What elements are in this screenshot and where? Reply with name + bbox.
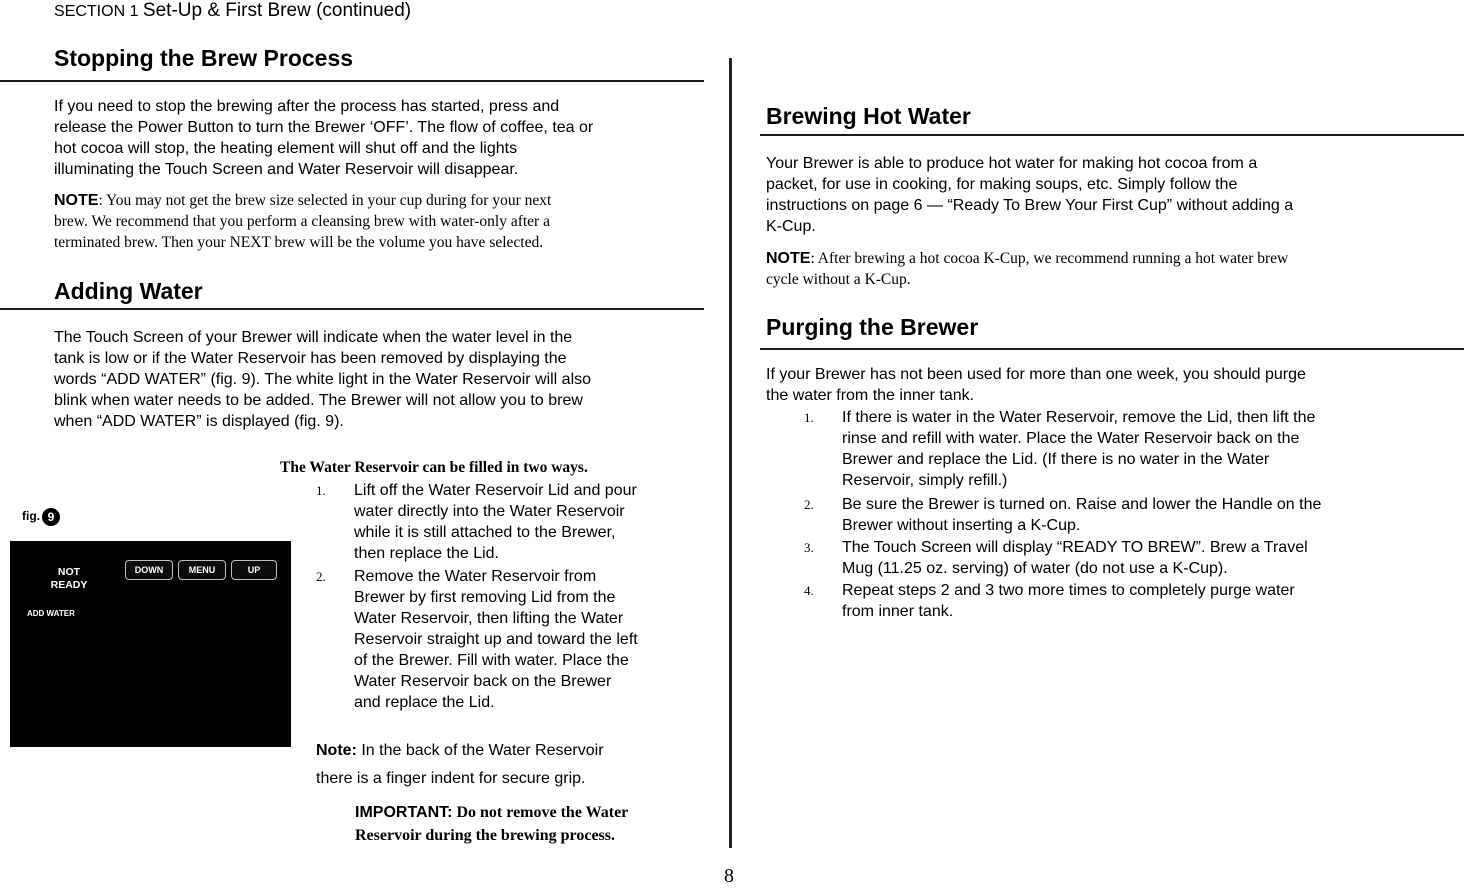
list-number: 3. — [804, 540, 814, 555]
text-line: instructions on page 6 — “Ready To Brew Your First Cup” without adding a — [766, 197, 1294, 214]
page-number: 8 — [724, 865, 734, 887]
text-line: release the Power Button to turn the Brewer ‘OFF’. The flow of coffee, tea or — [54, 119, 594, 136]
status-text — [10, 566, 128, 592]
text-line: and replace the Lid. — [354, 694, 495, 711]
note-text: terminated brew. Then your NEXT brew will be the volume you have selected. — [54, 234, 544, 251]
text-line: hot cocoa will stop, the heating element will shut off and the lights — [54, 140, 518, 157]
note-text: : After brewing a hot cocoa K-Cup, we recommend running a hot water brew — [810, 250, 1289, 267]
text-line: Remove the Water Reservoir from — [354, 568, 597, 585]
section-title: Set-Up & First Brew (continued) — [142, 0, 412, 21]
text-line: tank is low or if the Water Reservoir has been removed by displaying the — [54, 350, 567, 367]
purging-paragraph — [766, 364, 1306, 406]
important-label: IMPORTANT: — [355, 804, 453, 821]
note-label: NOTE — [766, 250, 811, 267]
divider — [0, 80, 704, 82]
section-header — [54, 0, 411, 22]
list-number: 1. — [804, 410, 814, 425]
text-line: Brewer and replace the Lid. (If there is no water in the Water — [842, 451, 1270, 468]
note-label: Note: — [316, 742, 357, 759]
note-label: NOTE — [54, 192, 99, 209]
text-line: If your Brewer has not been used for more than one week, you should purge — [766, 366, 1306, 383]
text-line: words “ADD WATER” (fig. 9). The white light in the Water Reservoir will also — [54, 371, 592, 388]
important-note — [355, 801, 628, 847]
divider — [760, 134, 1464, 136]
text-line: illuminating the Touch Screen and Water Reservoir will disappear. — [54, 161, 519, 178]
section-number: SECTION 1 — [54, 3, 139, 20]
figure-label — [22, 508, 60, 526]
note-text: In the back of the Water Reservoir — [356, 742, 604, 759]
text-line: If there is water in the Water Reservoir, remove the Lid, then lift the — [842, 409, 1316, 426]
heading-adding-water: Adding Water — [54, 278, 203, 304]
stopping-note — [54, 190, 551, 253]
list-number: 2. — [316, 569, 326, 584]
text-line: Mug (11.25 oz. serving) of water (do not use a K-Cup). — [842, 560, 1228, 577]
text-line: Reservoir, simply refill.) — [842, 472, 1008, 489]
important-text: Do not remove the Water — [452, 804, 629, 821]
text-line: The Touch Screen will display “READY TO BREW”. Brew a Travel — [842, 539, 1308, 556]
down-button[interactable]: DOWN — [125, 560, 173, 580]
text-line: water directly into the Water Reservoir — [354, 503, 625, 520]
text-line: The Touch Screen of your Brewer will indicate when the water level in the — [54, 329, 573, 346]
text-line: If you need to stop the brewing after the process has started, press and — [54, 98, 560, 115]
text-line: Water Reservoir back on the Brewer — [354, 673, 612, 690]
hot-water-note — [766, 248, 1288, 290]
hot-water-paragraph — [766, 153, 1293, 237]
divider — [760, 348, 1464, 350]
text-line: blink when water needs to be added. The Brewer will not allow you to brew — [54, 392, 583, 409]
figure-number-badge: 9 — [42, 508, 60, 526]
text-line: when “ADD WATER” is displayed (fig. 9). — [54, 413, 344, 430]
heading-brewing-hot-water: Brewing Hot Water — [766, 103, 971, 129]
list-number: 1. — [316, 483, 326, 498]
add-water-message: ADD WATER — [27, 609, 75, 618]
text-line: Water Reservoir, then lifting the Water — [354, 610, 624, 627]
text-line: Your Brewer is able to produce hot water for making hot cocoa from a — [766, 155, 1258, 172]
touch-screen-illustration — [10, 541, 291, 747]
list-number: 4. — [804, 583, 814, 598]
text-line: then replace the Lid. — [354, 545, 499, 562]
text-line: Be sure the Brewer is turned on. Raise and lower the Handle on the — [842, 496, 1322, 513]
note-text: brew. We recommend that you perform a cleansing brew with water-only after a — [54, 213, 550, 230]
text-line: of the Brewer. Fill with water. Place the — [354, 652, 629, 669]
note-text: cycle without a K-Cup. — [766, 271, 911, 288]
list-number: 2. — [804, 497, 814, 512]
text-line: rinse and refill with water. Place the Water Reservoir back on the — [842, 430, 1300, 447]
important-text: Reservoir during the brewing process. — [355, 827, 615, 844]
note-text: there is a finger indent for secure grip. — [316, 770, 586, 787]
text-line: Repeat steps 2 and 3 two more times to completely purge water — [842, 582, 1295, 599]
status-line: READY — [50, 579, 88, 591]
grip-note — [316, 737, 604, 793]
menu-button[interactable]: MENU — [178, 560, 226, 580]
fill-ways-title: The Water Reservoir can be filled in two ways. — [280, 459, 588, 476]
figure-label-text: fig. — [22, 509, 40, 524]
heading-purging: Purging the Brewer — [766, 314, 979, 340]
up-button[interactable]: UP — [231, 560, 277, 580]
text-line: Lift off the Water Reservoir Lid and pour — [354, 482, 637, 499]
note-text: : You may not get the brew size selected in your cup during for your next — [98, 192, 552, 209]
adding-paragraph — [54, 327, 591, 432]
text-line: Reservoir straight up and toward the left — [354, 631, 638, 648]
text-line: Brewer without inserting a K-Cup. — [842, 517, 1081, 534]
column-divider — [729, 58, 732, 848]
text-line: the water from the inner tank. — [766, 387, 975, 404]
text-line: while it is still attached to the Brewer, — [354, 524, 616, 541]
text-line: packet, for use in cooking, for making soups, etc. Simply follow the — [766, 176, 1238, 193]
status-line: NOT — [57, 566, 81, 578]
text-line: Brewer by first removing Lid from the — [354, 589, 616, 606]
text-line: from inner tank. — [842, 603, 954, 620]
heading-stopping: Stopping the Brew Process — [54, 45, 354, 71]
text-line: K-Cup. — [766, 218, 816, 235]
divider — [0, 308, 704, 310]
stopping-paragraph — [54, 96, 593, 180]
